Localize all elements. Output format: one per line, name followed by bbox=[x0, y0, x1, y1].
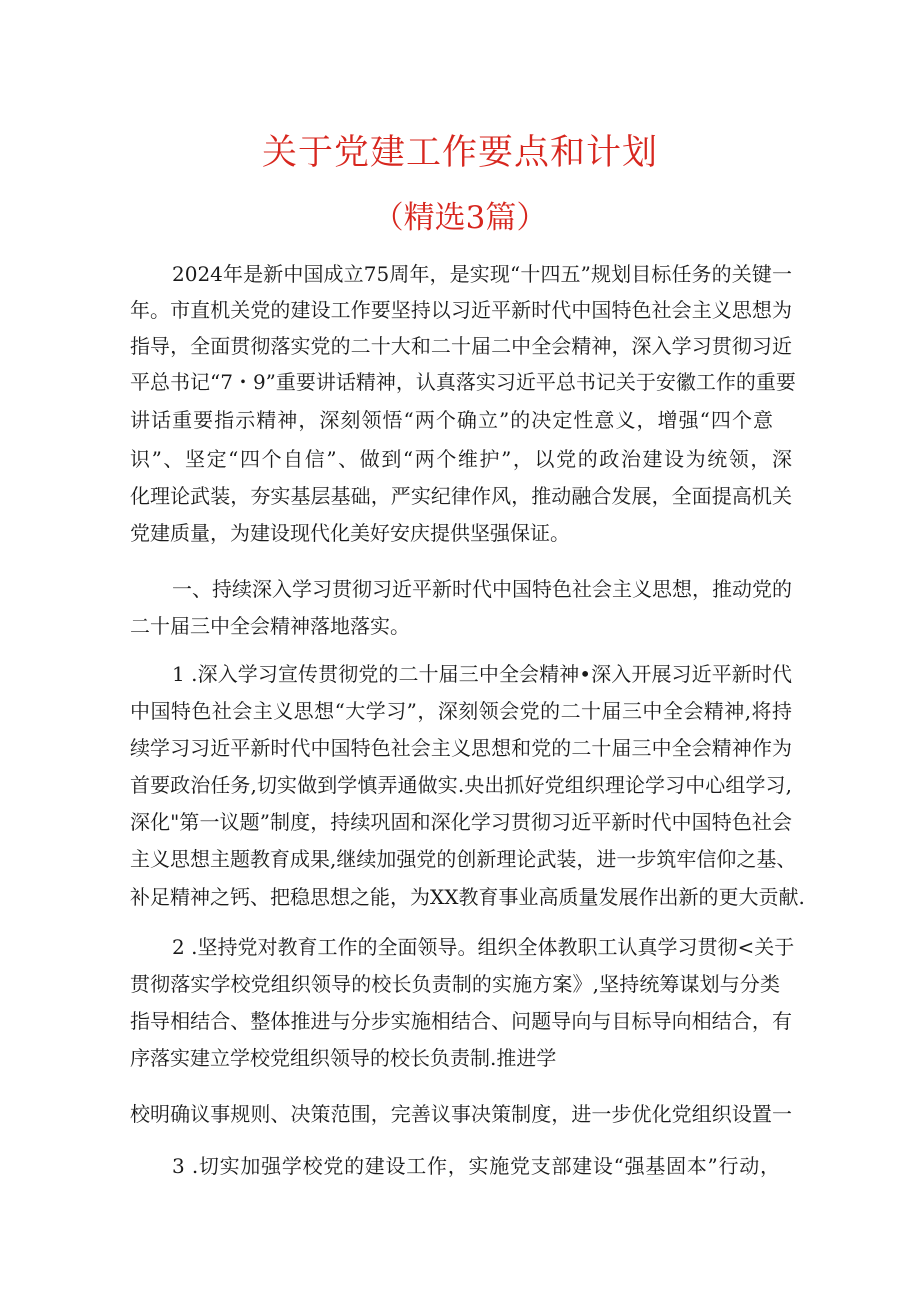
document-subtitle: （精选3篇） bbox=[372, 200, 548, 236]
paragraph-line: 校明确议事规则、决策范围，完善议事决策制度，进一步优化党组织设置一 bbox=[130, 1102, 792, 1126]
paragraph-line: 3 .切实加强学校党的建设工作，实施党支部建设“强基固本”行动， bbox=[172, 1154, 780, 1178]
paragraph-line: 1 .深入学习宣传贯彻党的二十届三中全会精神•深入开展习近平新时代 bbox=[172, 662, 792, 686]
paragraph-line: 贯彻落实学校党组织领导的校长负责制的实施方案》,坚持统筹谋划与分类 bbox=[130, 972, 780, 996]
paragraph-line: 主义思想主题教育成果,继续加强党的创新理论武装，进一步筑牢信仰之基、 bbox=[130, 847, 797, 871]
paragraph-line: 续学习习近平新时代中国特色社会主义思想和党的二十届三中全会精神作为 bbox=[130, 736, 792, 760]
paragraph-line: 2024年是新中国成立75周年，是实现“十四五”规划目标任务的关键一 bbox=[172, 262, 792, 286]
paragraph-line: 首要政治任务,切实做到学慎弄通做实.央出抓好党组织理论学习中心组学习, bbox=[130, 773, 792, 797]
paragraph-line: 深化"第一议题”制度，持续巩固和深化学习贯彻习近平新时代中国特色社会 bbox=[130, 810, 792, 834]
document-title: 关于党建工作要点和计划 bbox=[261, 133, 658, 173]
paragraph-line: 识”、坚定“四个自信”、做到“两个维护”，以党的政治建设为统领，深 bbox=[130, 447, 792, 471]
paragraph-line: 指导相结合、整体推进与分步实施相结合、问题导向与目标导向相结合，有 bbox=[130, 1009, 792, 1033]
paragraph-line: 平总书记“7・9”重要讲话精神，认真落实习近平总书记关于安徽工作的重要 bbox=[130, 370, 796, 394]
paragraph-line: 年。市直机关党的建设工作要坚持以习近平新时代中国特色社会主义思想为 bbox=[130, 298, 792, 322]
paragraph-line: 化理论武装，夯实基层基础，严实纪律作风，推动融合发展，全面提高机关 bbox=[130, 484, 792, 508]
section-heading-line: 二十届三中全会精神落地落实。 bbox=[130, 614, 410, 638]
paragraph-line: 党建质量，为建设现代化美好安庆提供坚强保证。 bbox=[130, 521, 570, 545]
paragraph-line: 2 .坚持党对教育工作的全面领导。组织全体教职工认真学习贯彻<关于 bbox=[172, 935, 795, 959]
paragraph-line: 中国特色社会主义思想“大学习”，深刻领会党的二十届三中全会精神,将持 bbox=[130, 699, 792, 723]
paragraph-line: 序落实建立学校党组织领导的校长负责制.推进学 bbox=[130, 1046, 557, 1070]
paragraph-line: 指导，全面贯彻落实党的二十大和二十届二中全会精神，深入学习贯彻习近 bbox=[130, 334, 792, 358]
paragraph-line: 补足精神之钙、把稳思想之能，为XX教育事业高质量发展作出新的更大贡献. bbox=[130, 885, 805, 909]
section-heading-line: 一、持续深入学习贯彻习近平新时代中国特色社会主义思想，推动党的 bbox=[172, 577, 792, 601]
paragraph-line: 讲话重要指示精神，深刻领悟“两个确立”的决定性意义，增强“四个意 bbox=[130, 408, 773, 432]
